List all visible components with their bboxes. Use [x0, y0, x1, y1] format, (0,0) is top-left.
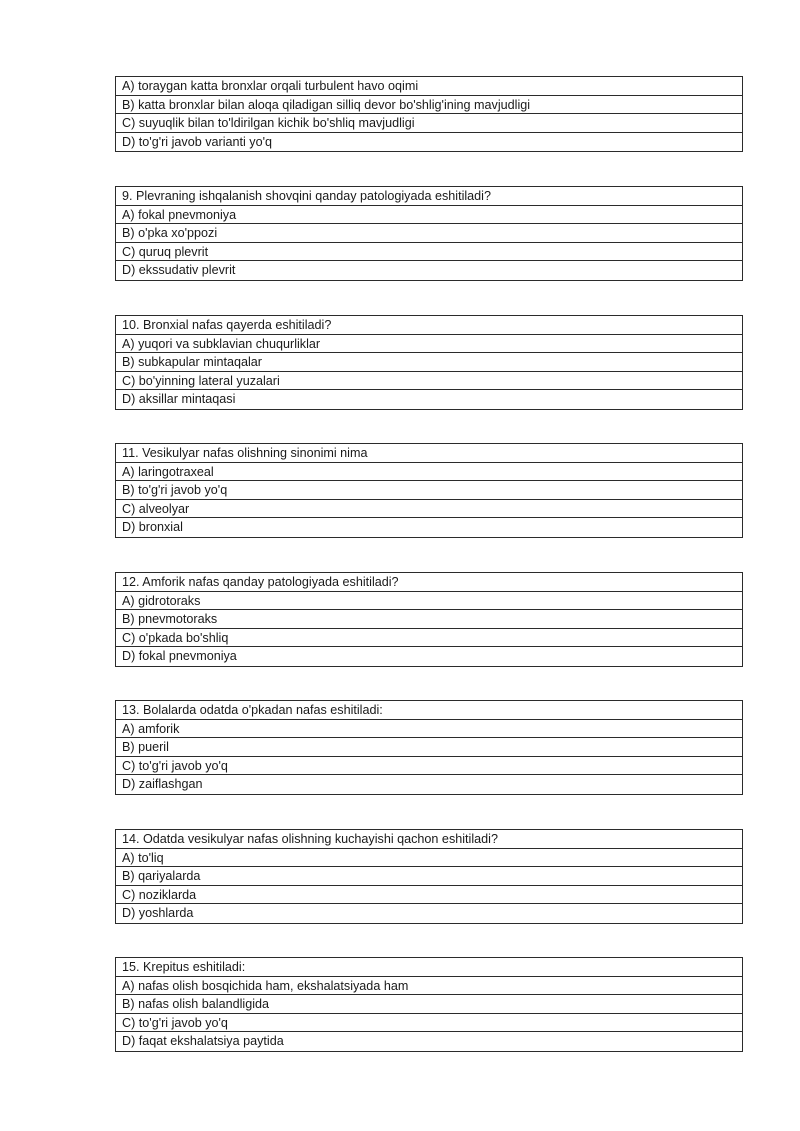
option-c: C) quruq plevrit — [116, 243, 742, 262]
option-c: C) to'g'ri javob yo'q — [116, 1014, 742, 1033]
question-block-12 — [115, 572, 743, 667]
option-b: B) nafas olish balandligida — [116, 995, 742, 1014]
option-a: A) gidrotoraks — [116, 592, 742, 611]
question-text: 9. Plevraning ishqalanish shovqini qanday patologiyada eshitiladi? — [116, 187, 742, 206]
option-a: A) amforik — [116, 720, 742, 739]
option-a: A) fokal pnevmoniya — [116, 206, 742, 225]
option-a: A) to'liq — [116, 849, 742, 868]
question-block-8-continued — [115, 76, 743, 152]
option-d: D) fokal pnevmoniya — [122, 649, 237, 663]
question-block-14 — [115, 829, 743, 924]
option-c: C) alveolyar — [116, 500, 742, 519]
option-a: A) nafas olish bosqichida ham, ekshalatsiyada ham — [116, 977, 742, 996]
question-text: 15. Krepitus eshitiladi: — [116, 958, 742, 977]
question-block-10 — [115, 315, 743, 410]
question-text: 11. Vesikulyar nafas olishning sinonimi nima — [116, 444, 742, 463]
option-d: D) faqat ekshalatsiya paytida — [122, 1034, 284, 1048]
option-d: D) ekssudativ plevrit — [122, 263, 236, 277]
option-c: C) o'pkada bo'shliq — [116, 629, 742, 648]
option-b: B) subkapular mintaqalar — [116, 353, 742, 372]
option-d: D) bronxial — [122, 520, 183, 534]
option-c: C) noziklarda — [116, 886, 742, 905]
option-a: A) yuqori va subklavian chuqurliklar — [116, 335, 742, 354]
option-c: C) bo'yinning lateral yuzalari — [116, 372, 742, 391]
option-b: B) katta bronxlar bilan aloqa qiladigan silliq devor bo'shlig'ining mavjudligi — [116, 96, 742, 115]
question-block-13 — [115, 700, 743, 795]
question-text: 14. Odatda vesikulyar nafas olishning kuchayishi qachon eshitiladi? — [116, 830, 742, 849]
question-block-9 — [115, 186, 743, 281]
option-d: D) to'g'ri javob varianti yo'q — [122, 134, 273, 149]
question-text: 10. Bronxial nafas qayerda eshitiladi? — [116, 316, 742, 335]
option-b: B) pueril — [116, 738, 742, 757]
option-c: C) to'g'ri javob yo'q — [116, 757, 742, 776]
option-b: B) qariyalarda — [116, 867, 742, 886]
option-d: D) zaiflashgan — [122, 777, 203, 791]
option-b: B) pnevmotoraks — [116, 610, 742, 629]
option-d: D) aksillar mintaqasi — [122, 392, 236, 406]
option-d: D) yoshlarda — [122, 906, 194, 920]
option-b: B) o'pka xo'ppozi — [116, 224, 742, 243]
option-c: C) suyuqlik bilan to'ldirilgan kichik bo'shliq mavjudligi — [116, 114, 742, 133]
option-b: B) to'g'ri javob yo'q — [116, 481, 742, 500]
question-block-11 — [115, 443, 743, 538]
question-text: 12. Amforik nafas qanday patologiyada eshitiladi? — [116, 573, 742, 592]
option-a: A) toraygan katta bronxlar orqali turbulent havo oqimi — [116, 77, 742, 96]
question-block-15 — [115, 957, 743, 1052]
question-text: 13. Bolalarda odatda o'pkadan nafas eshitiladi: — [116, 701, 742, 720]
option-a: A) laringotraxeal — [116, 463, 742, 482]
